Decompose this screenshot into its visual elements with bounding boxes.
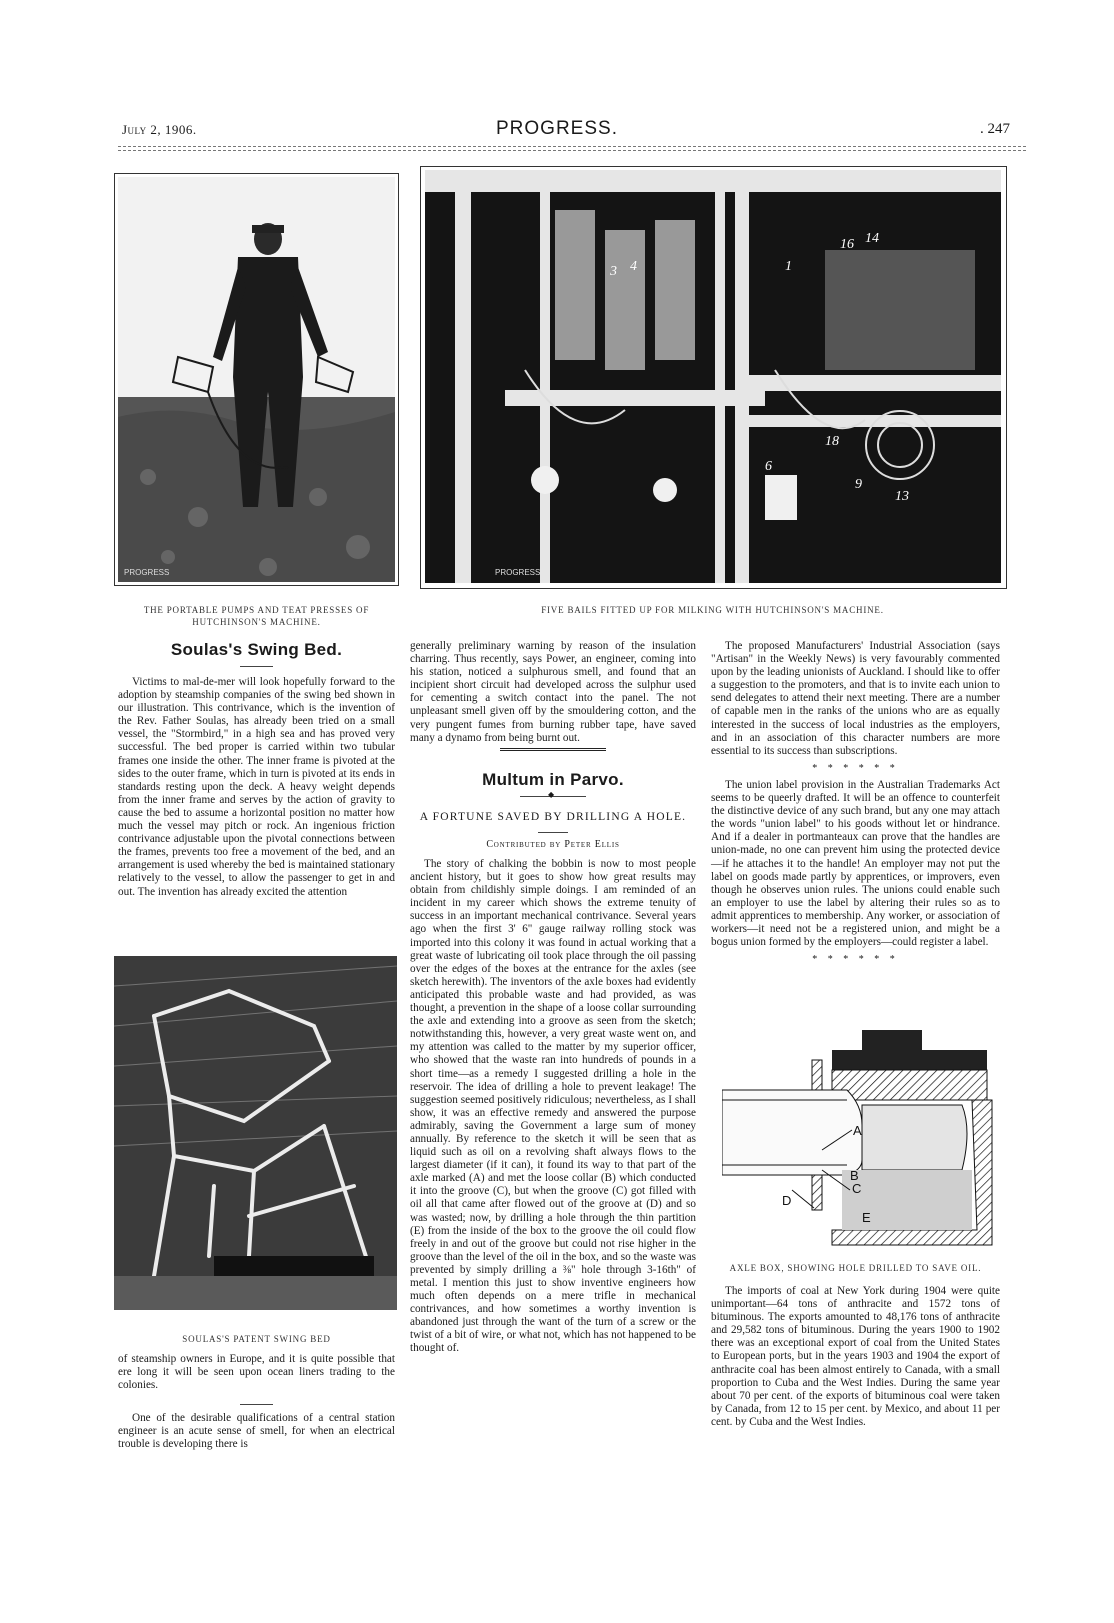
bail-label-13: 13 [895,489,909,504]
page-number: . 247 [980,121,1010,137]
bail-label-6: 6 [765,459,772,474]
portable-pumps-photo [118,177,395,582]
axle-label-c: C [852,1181,862,1196]
portable-pumps-caption: THE PORTABLE PUMPS AND TEAT PRESSES OF HUTCHINSON'S MACHINE. [143,605,370,627]
axle-box-illustration [722,1030,996,1258]
bail-label-18: 18 [825,434,839,449]
coal-paragraph: The imports of coal at New York during 1904 were quite unimportant—64 tons of anthracite and 1572 tons of bituminous. The exports amounted to 48,176 tons of anthracite and 29,582 tons of bituminous. During the years 1900 to 1902 there was an exceptional export of coal from the United States to European ports, but in the years 1903 and 1904 the export of anthracite coal has been almost entirely to Canada, with a small proportion to Cuba and the West Indies. During the same year about 70 per cent. of the exports of bituminous coal were taken by Canada, from 12 to 15 per cent. by Mexico, and about 11 per cent. by Cuba and the West Indies. [711,1285,1000,1428]
soulas-paragraph-2: of steamship owners in Europe, and it is quite possible that ere long it will be seen upon ocean liners trading to the colonies. [118,1353,395,1392]
bail-label-14: 14 [865,231,879,246]
photo-watermark: PROGRESS [124,568,170,577]
bail-label-4a: 4 [630,259,637,274]
axle-label-b: B [850,1168,859,1183]
soulas-paragraph-1: Victims to mal-de-mer will look hopefully forward to the adoption by steamship companies of the swing bed shown in our illustration. This contrivance, which is the invention of the Rev. Father Soulas, has already been tried on a small vessel, the "Stormbird," in a high sea and has proved very successful. The bed proper is carried within two tubular frames one inside the other. The inner frame is pivoted at the sides to the outer frame, which in turn is pivoted at its ends in standards resting upon the deck. A heavy weight depends from the inner frame and serves by the action of gravity to cause the bed to assume a horizontal position no matter how much the vessel may pitch or rock. An ingenious friction contrivance adjustable upon the pivotal connections between the frames, prevents too free a movement of the bed, and an arrangement is used whereby the bed is maintained stationary relatively to the vessel, to allow the passenger to get in and out. The invention has already excited the attention [118,676,395,898]
smell-article-start [118,1412,395,1455]
smell-paragraph-start: One of the desirable qualifications of a central station engineer is an acute sense of smell, for when an electrical trouble is developing there is [118,1412,395,1451]
swing-bed-photo [114,956,397,1310]
photo-watermark: PROGRESS [495,568,541,577]
portable-pumps-illustration [118,177,395,582]
section-divider-stars-2: * * * * * * [812,954,899,966]
publication-title: PROGRESS. [496,118,618,139]
section-double-rule [500,748,606,754]
multum-article [410,858,696,1360]
issue-date: July 2, 1906. [122,122,197,137]
bail-label-16: 16 [840,237,854,252]
soulas-headline: Soulas's Swing Bed. [170,640,343,659]
multum-paragraph: The story of chalking the bobbin is now to most people ancient history, but it goes to show how great results may obtain from childishly simple doings. I am reminded of an incident in my career which shows the extreme tenuity of success in an important mechanical contrivance. Several years ago when the first 3' 6" gauge railway rolling stock was imported into this colony it was found in actual working that a great waste of lubricating oil took place through the oil passing over the edges of the boxes at the entrance for the axles (see sketch herewith). The inventors of the axle boxes had evidently anticipated this probable waste and had provided, as was thought, a prevention in the shape of a loose collar surrounding the axle and extending into a groove as seen from the sketch; notwithstanding this, however, a very great waste went on, and my attention was called to the matter by my superior officer, who showed that the waste ran into hundreds of pounds in a short time—as a remedy I suggested drilling a hole in the reservoir. The idea of drilling a hole to prevent leakage! The suggestion seemed positively ridiculous; nevertheless, as I shall show, it was an effective remedy and answered the purpose admirably, saving the Government a large sum of money annually. By reference to the sketch it will be seen that as liquid such as oil on a revolving shaft always flows to the largest diameter (if it can), it found its way to that part of the axle marked (A) and met the loose collar (B) which conducted it into the groove (C), but when the groove (C) got filled with oil all that came after flowed out of the groove at (D) and so was wasted; now, by drilling a hole through the thin partition (E) from the inside of the box to the groove the oil could flow freely in and out of the groove but could not rise higher in the groove than the level of the oil in the box, and so the waste was prevented by simply drilling a ⅜" hole through 3-16th" of metal. I mention this just to show inventive engineers how much often depends on a mere trifle in mechanical contrivances, and how sometimes a worthy invention is abandoned just through the want of the turn of a screw or the twist of a bit of wire, or what not, which has not happened to be thought of. [410,858,696,1355]
soulas-article [118,676,395,903]
bails-photo [425,170,1001,583]
section-rule [240,1404,273,1405]
multum-subhead: A FORTUNE SAVED BY DRILLING A HOLE. [419,811,687,823]
multum-byline: Contributed by Peter Ellis [486,839,620,850]
soulas-article-continued [118,1353,395,1396]
bail-label-3a: 3 [610,264,617,279]
axle-box-diagram [722,1030,996,1258]
header-rule [118,146,1026,147]
right-column-top [711,640,1000,970]
swing-bed-illustration [114,956,397,1310]
multum-headline: Multum in Parvo. [482,770,624,789]
rule-ornament: ◆ [548,790,555,799]
bail-label-1: 1 [785,259,792,274]
axle-box-caption: AXLE BOX, SHOWING HOLE DRILLED TO SAVE OIL. [729,1263,982,1273]
axle-label-d: D [782,1193,792,1208]
section-divider-stars: * * * * * * [812,762,899,774]
header-rule-lower [118,150,1026,151]
axle-label-e: E [862,1210,871,1225]
swing-bed-caption: SOULAS'S PATENT SWING BED [182,1334,331,1344]
smell-paragraph: generally preliminary warning by reason of the insulation charring. Thus recently, says Power, an engineer, coming into his station, noticed a sulphurous smell, and found that an incipient short circuit had developed across the sulphur used for cementing a switch contact into the panel. The not unpleasant smell given off by the smouldering cotton, and the very pungent fumes from burning rubber tape, have saved many a dynamo from being burnt out. [410,640,696,744]
bail-label-9: 9 [855,477,862,492]
bails-caption: FIVE BAILS FITTED UP FOR MILKING WITH HUTCHINSON'S MACHINE. [541,605,884,615]
smell-article [410,640,696,749]
union-label-paragraph: The union label provision in the Australian Trademarks Act seems to be queerly drafted. It will be an offence to counterfeit the distinctive device of any such brand, but any one may attach the words "union label" to his goods without let or hindrance. And if a dealer in portmanteaux can prove that the handles are union-made, no one can prevent him using the protected device—if he attaches it to the handle! An employer may not put the label on goods made partly by apprentices, or improvers, even though he observes union rules. The unions could enable such an employer to use the label by altering their rules so as to admit apprentices to membership. Any worker, or association of workers—it need not be a registered union, and might be a bogus union formed by the employers—could register a label. [711,778,1000,949]
subhead-rule [538,832,568,833]
headline-rule [240,666,273,667]
coal-article [711,1285,1000,1433]
bails-illustration [425,170,1001,583]
axle-label-a: A [853,1123,862,1138]
association-paragraph: The proposed Manufacturers' Industrial Association (says "Artisan" in the Weekly News) is very favourably commented upon by the leading unionists of Auckland. I should like to offer a suggestion to the promoters, and that is to invite each union to send delegates to attend their next meeting. There are a number of capable men in the ranks of the unions who are as equally interested in the success of local industries as the employers, and in an association of this character numbers are more essential to its success than subscriptions. [711,640,1000,757]
page-header [0,118,1114,148]
